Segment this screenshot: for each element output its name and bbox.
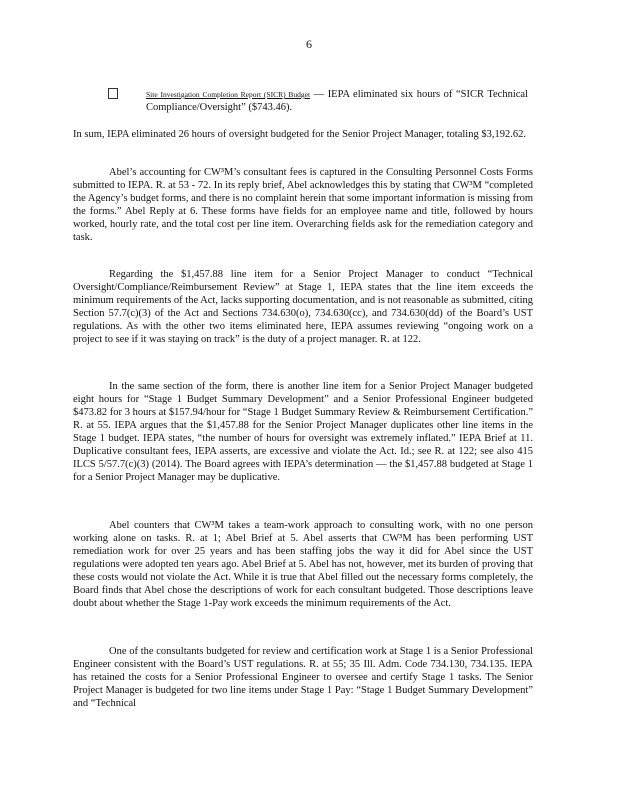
bullet-box-icon	[108, 88, 118, 99]
paragraph-consultants: One of the consultants budgeted for review and certification work at Stage 1 is a Senior Professional Engineer consistent with the Board’s UST regulations. R. at 55; 35 Ill. Adm. Code 734.130, 734.135. IEPA has retained the costs for a Senior Professional Engineer to oversee and certify Stage 1 tasks. The Senior Project Manager is budgeted for two line items under Stage 1 Pay: “Stage 1 Budget Summary Development” and “Technical	[73, 646, 533, 709]
bullet-text	[146, 88, 528, 114]
bullet-label: Site Investigation Completion Report (SICR) Budget	[146, 90, 311, 99]
paragraph-line-item: Regarding the $1,457.88 line item for a Senior Project Manager to conduct “Technical Oversight/Compliance/Reimbursement Review” at Stage 1, IEPA states that the line item exceeds the minimum requirements of the Act, lacks supporting documentation, and is not reasonable as submitted, citing Section 57.7(c)(3) of the Act and Sections 734.630(o), 734.630(cc), and 734.630(dd) of the Board’s UST regulations. As with the other two items eliminated here, IEPA assumes reviewing “ongoing work on a project to see if it was staying on track” is the duty of a project manager. R. at 122.	[73, 269, 533, 345]
bullet-item	[108, 88, 528, 114]
bullet-body: — IEPA eliminated six hours of “SICR Technical Compliance/Oversight” ($743.46).	[146, 89, 528, 113]
paragraph-accounting: Abel’s accounting for CW³M’s consultant fees is captured in the Consulting Personnel Costs Forms submitted to IEPA. R. at 53 - 72. In its reply brief, Abel acknowledges this by stating that CW³M “completed the Agency’s budget forms, and there is no complaint herein that some important information is missing from the forms.” Abel Reply at 6. These forms have fields for an employee name and title, followed by hours worked, hourly rate, and the total cost per line item. Overarching fields ask for the remediation category and task.	[73, 167, 533, 243]
paragraph-teamwork: Abel counters that CW³M takes a team-work approach to consulting work, with no one person working alone on tasks. R. at 1; Abel Brief at 5. Abel asserts that CW³M has been performing UST remediation work for over 25 years and has been staffing jobs the way it did for Abel since the UST regulations were adopted ten years ago. Abel Brief at 5. Abel has not, however, met its burden of proving that these costs would not violate the Act. While it is true that Abel filled out the necessary forms completely, the Board finds that Abel chose the descriptions of work for each consultant budgeted. Those descriptions leave doubt about whether the Stage 1-Pay work exceeds the minimum requirements of the Act.	[73, 520, 533, 609]
page-number: 6	[306, 37, 312, 51]
paragraph-duplicative: In the same section of the form, there is another line item for a Senior Project Manager budgeted eight hours for “Stage 1 Budget Summary Development” and a Senior Professional Engineer budgeted $473.82 for 3 hours at $157.94/hour for “Stage 1 Budget Summary Review & Reimbursement Certification.” R. at 55. IEPA argues that the $1,457.88 for the Senior Project Manager duplicates other line items in the Stage 1 budget. IEPA states, “the number of hours for oversight was extremely inflated.” IEPA Brief at 11. Duplicative consultant fees, IEPA asserts, are excessive and violate the Act. Id.; see R. at 122; see also 415 ILCS 5/57.7(c)(3) (2014). The Board agrees with IEPA’s determination — the $1,457.88 budgeted at Stage 1 for a Senior Project Manager may be duplicative.	[73, 381, 533, 483]
paragraph-summary: In sum, IEPA eliminated 26 hours of oversight budgeted for the Senior Project Manager, totaling $3,192.62.	[73, 129, 526, 140]
